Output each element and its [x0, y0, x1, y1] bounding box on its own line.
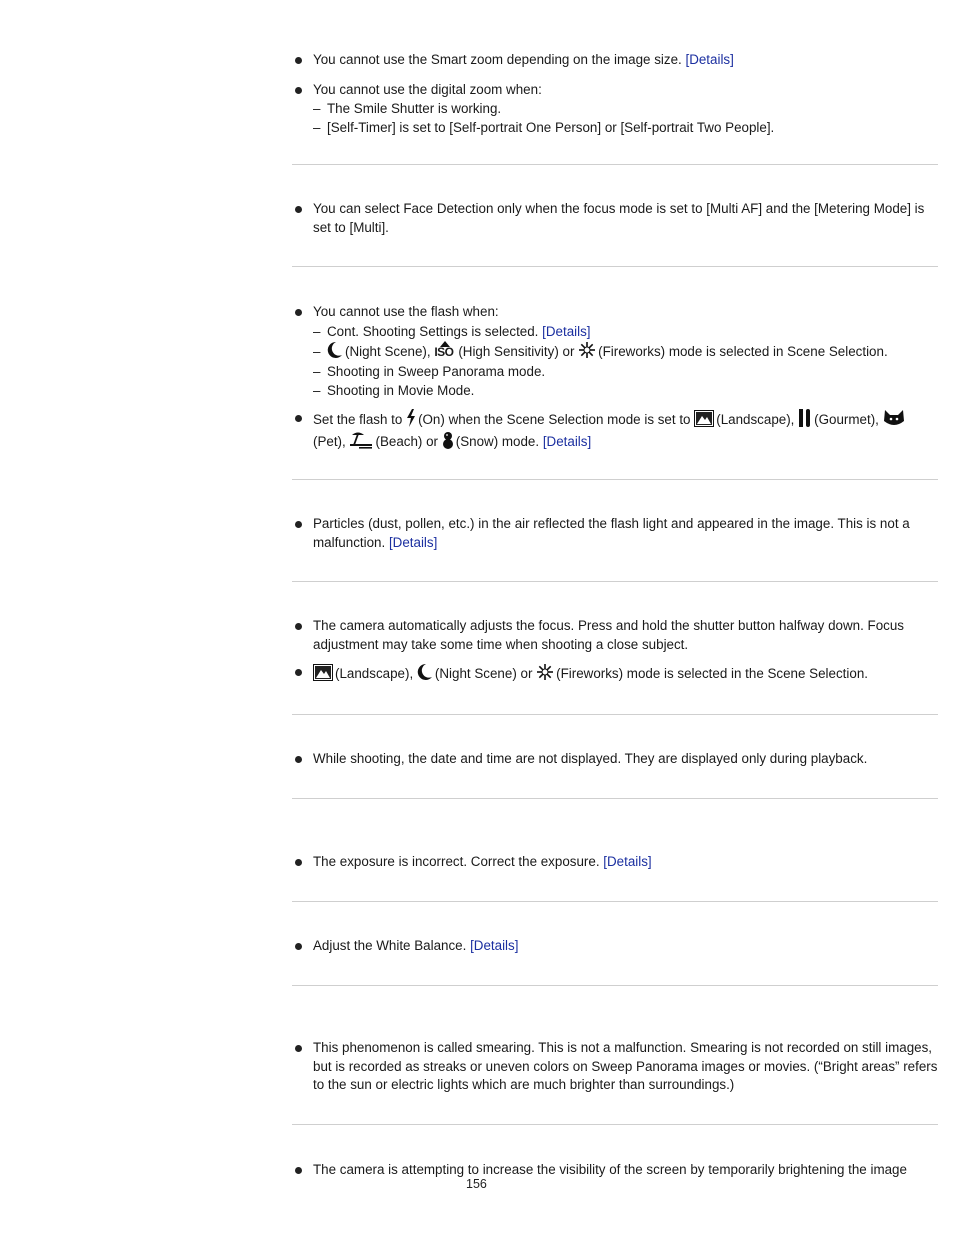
details-link[interactable]: [Details]	[685, 52, 734, 67]
divider	[292, 1124, 938, 1125]
sub-item-text: Cont. Shooting Settings is selected.	[327, 323, 539, 339]
item-text: You cannot use the Smart zoom depending on the image size.	[313, 52, 682, 67]
divider	[292, 901, 938, 902]
landscape-icon	[694, 410, 714, 427]
list-item	[292, 515, 938, 552]
divider	[292, 581, 938, 582]
section-white-balance	[292, 937, 938, 956]
landscape-icon	[313, 664, 333, 681]
fireworks-icon	[578, 341, 596, 359]
item-text: Adjust the White Balance.	[313, 938, 467, 953]
gourmet-icon	[798, 409, 812, 427]
item-text: The exposure is incorrect. Correct the exposure.	[313, 854, 600, 869]
list-item: The camera is attempting to increase the visibility of the screen by temporarily brightening the image	[292, 1161, 938, 1180]
item-text: (Pet),	[313, 433, 346, 449]
section-focus	[292, 617, 938, 684]
item-text: You cannot use the digital zoom when:	[313, 81, 542, 97]
night-scene-icon	[417, 663, 433, 681]
list-item	[292, 663, 938, 684]
flash-on-icon	[406, 409, 416, 427]
list-item: While shooting, the date and time are not displayed. They are displayed only during playback.	[292, 750, 938, 769]
list-item: This phenomenon is called smearing. This is not a malfunction. Smearing is not recorded on still images, but is recorded as streaks or uneven colors on Sweep Panorama images or movies. (“Bright areas” refers to the sun or electric lights which are much brighter than surroundings.)	[292, 1039, 938, 1095]
item-text: (Landscape),	[716, 411, 795, 427]
item-text: Particles (dust, pollen, etc.) in the air reflected the flash light and appeared in the image. This is not a malfunction.	[313, 516, 910, 550]
fireworks-icon	[536, 663, 554, 681]
sub-item	[313, 322, 938, 341]
list-item	[292, 303, 938, 400]
divider	[292, 164, 938, 165]
item-text: You cannot use the flash when:	[313, 304, 499, 319]
section-zoom	[292, 51, 938, 137]
iso-label: ISO	[434, 344, 454, 359]
section-smearing	[292, 1039, 938, 1095]
list-item	[292, 853, 938, 872]
sub-item: – Shooting in Sweep Panorama mode.	[313, 362, 938, 381]
divider	[292, 714, 938, 715]
item-text: (Beach) or	[375, 433, 438, 449]
divider	[292, 479, 938, 480]
pet-icon	[883, 409, 905, 427]
list-item	[292, 81, 938, 138]
list-item	[292, 409, 938, 453]
sub-item: – [Self-Timer] is set to [Self-portrait One Person] or [Self-portrait Two People].	[313, 118, 938, 137]
details-link[interactable]: [Details]	[603, 854, 652, 869]
divider	[292, 798, 938, 799]
night-scene-icon	[327, 341, 343, 359]
divider	[292, 985, 938, 986]
page-number: 156	[466, 1177, 487, 1191]
list-item	[292, 51, 938, 70]
list-item: The camera automatically adjusts the focus. Press and hold the shutter button halfway down. Focus adjustment may take some time when shooting a close subject.	[292, 617, 938, 654]
high-sensitivity-icon	[434, 341, 456, 359]
item-text: (Night Scene) or	[434, 666, 533, 681]
sub-item: – Shooting in Movie Mode.	[313, 381, 938, 400]
item-text: (Gourmet),	[814, 411, 879, 427]
section-date-time	[292, 750, 938, 769]
section-screen-brightness	[292, 1161, 938, 1180]
item-text: (Landscape),	[335, 666, 414, 681]
snow-icon	[442, 431, 454, 449]
beach-icon	[349, 431, 373, 449]
divider	[292, 266, 938, 267]
section-flash	[292, 303, 938, 453]
details-link[interactable]: [Details]	[388, 534, 438, 550]
sub-item-text: (Night Scene),	[345, 343, 431, 359]
item-text: Set the flash to	[313, 411, 403, 427]
sub-item-text: (High Sensitivity) or	[458, 343, 575, 359]
details-link[interactable]: [Details]	[542, 323, 591, 339]
section-particles	[292, 515, 938, 552]
sub-item-text: (Fireworks) mode is selected in Scene Selection.	[598, 343, 888, 359]
details-link[interactable]: [Details]	[542, 433, 592, 449]
details-link[interactable]: [Details]	[470, 938, 519, 953]
list-item: You can select Face Detection only when the focus mode is set to [Multi AF] and the [Metering Mode] is set to [Multi].	[292, 200, 938, 237]
item-text: (Snow) mode.	[455, 433, 540, 449]
item-text: (On) when the Scene Selection mode is set to	[418, 411, 691, 427]
list-item	[292, 937, 938, 956]
item-text: (Fireworks) mode is selected in the Scene Selection.	[556, 666, 868, 681]
section-face-detection	[292, 200, 938, 237]
section-exposure	[292, 853, 938, 872]
sub-item	[313, 341, 938, 362]
sub-item: – The Smile Shutter is working.	[313, 99, 938, 118]
